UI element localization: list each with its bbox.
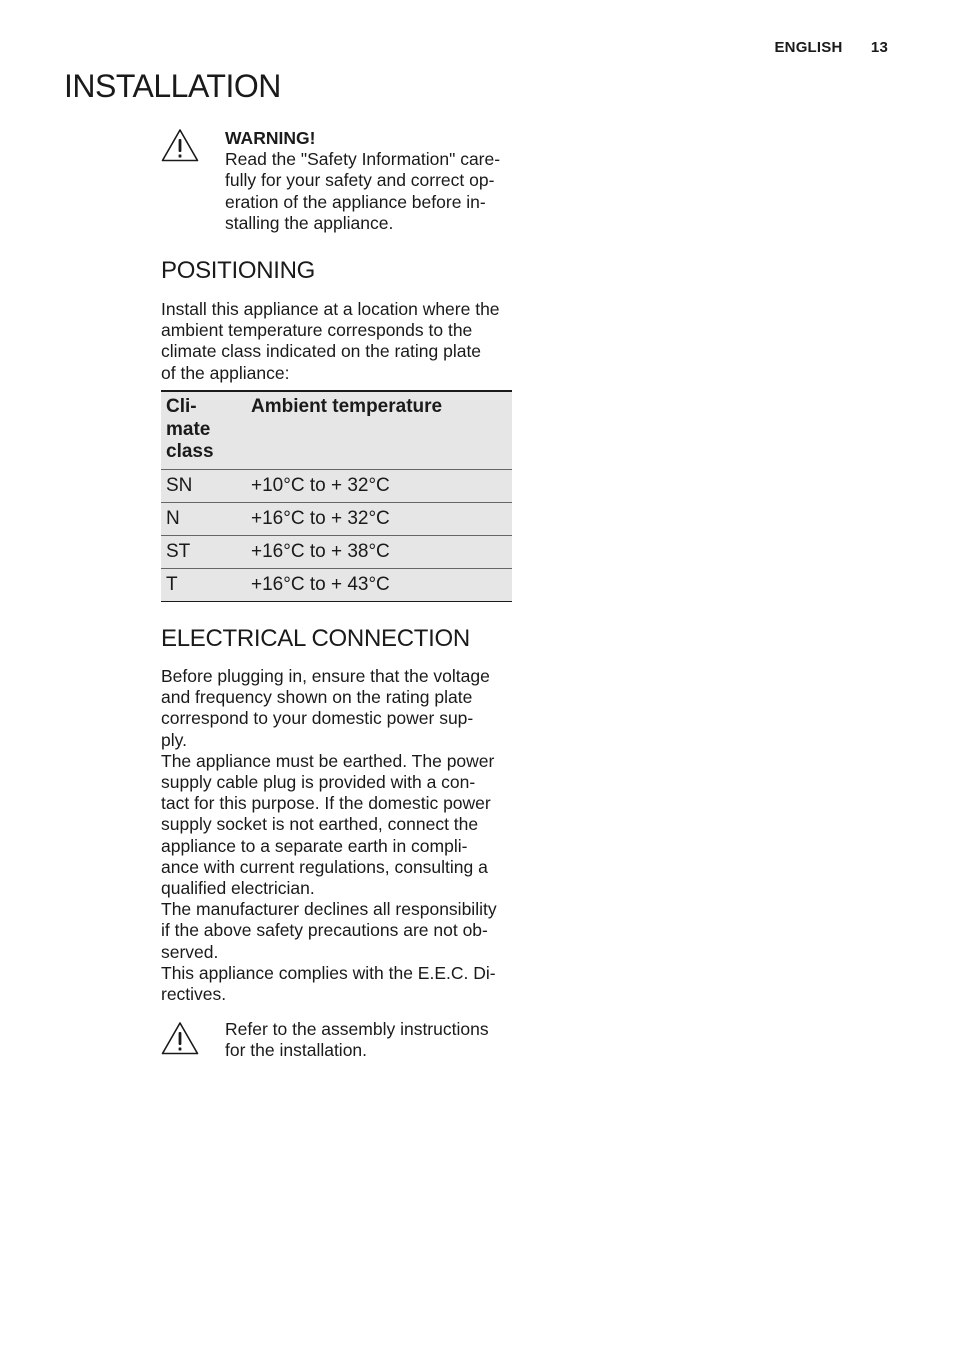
ambient-temperature-column-header xyxy=(246,391,512,470)
page-header xyxy=(774,39,888,56)
electrical-line: correspond to your domestic power sup- xyxy=(161,708,474,729)
climate-class-table xyxy=(161,390,512,602)
electrical-paragraph xyxy=(161,666,513,1005)
electrical-line: rectives. xyxy=(161,984,227,1005)
positioning-line: ambient temperature corresponds to the xyxy=(161,320,473,341)
electrical-line: appliance to a separate earth in compli- xyxy=(161,835,468,856)
electrical-line: supply cable plug is provided with a con- xyxy=(161,772,476,793)
electrical-line: qualified electrician. xyxy=(161,878,315,899)
table-row xyxy=(161,503,512,536)
table-row xyxy=(161,569,512,602)
positioning-line: of the appliance: xyxy=(161,362,290,383)
electrical-line: supply socket is not earthed, connect the xyxy=(161,814,479,835)
positioning-heading: POSITIONING xyxy=(161,257,316,284)
warning-triangle-icon xyxy=(161,1021,199,1055)
header-line: mate xyxy=(166,418,211,440)
warning-line: eration of the appliance before in- xyxy=(225,191,486,212)
electrical-line: This appliance complies with the E.E.C. Di- xyxy=(161,962,496,983)
table-row xyxy=(161,536,512,569)
note-line: for the installation. xyxy=(225,1040,368,1061)
warning-line: stalling the appliance. xyxy=(225,212,394,233)
electrical-line: tact for this purpose. If the domestic power xyxy=(161,793,491,814)
electrical-line: Before plugging in, ensure that the voltage xyxy=(161,666,490,686)
electrical-line: if the above safety precautions are not ob- xyxy=(161,920,488,941)
climate-class-cell: ST xyxy=(161,536,246,569)
table-header-row xyxy=(161,391,512,470)
electrical-line: served. xyxy=(161,941,219,962)
header-line: class xyxy=(166,441,214,462)
warning-line: fully for your safety and correct op- xyxy=(225,170,495,191)
page-title: INSTALLATION xyxy=(64,68,281,104)
climate-class-cell: T xyxy=(161,569,246,602)
header-line: Ambient temperature xyxy=(251,396,443,417)
positioning-line: Install this appliance at a location where the xyxy=(161,299,500,319)
climate-class-column-header xyxy=(161,391,246,470)
header-line: Cli- xyxy=(166,396,197,417)
electrical-line: The manufacturer declines all responsibility xyxy=(161,899,497,920)
electrical-line: ance with current regulations, consulting a xyxy=(161,856,488,877)
temperature-cell: +10°C to + 32°C xyxy=(246,470,512,503)
positioning-paragraph xyxy=(161,299,513,384)
electrical-line: and frequency shown on the rating plate xyxy=(161,687,473,708)
warning-line: Read the "Safety Information" care- xyxy=(225,149,501,170)
electrical-line: The appliance must be earthed. The power xyxy=(161,750,495,771)
positioning-line: climate class indicated on the rating plate xyxy=(161,341,482,362)
climate-class-cell: N xyxy=(161,503,246,536)
climate-class-cell: SN xyxy=(161,470,246,503)
table-row xyxy=(161,470,512,503)
temperature-cell: +16°C to + 32°C xyxy=(246,503,512,536)
temperature-cell: +16°C to + 38°C xyxy=(246,536,512,569)
electrical-connection-heading: ELECTRICAL CONNECTION xyxy=(161,625,470,652)
electrical-line: ply. xyxy=(161,729,187,750)
page-number: 13 xyxy=(870,39,888,56)
warning-text xyxy=(225,128,515,234)
note-line: Refer to the assembly instructions xyxy=(225,1019,489,1039)
temperature-cell: +16°C to + 43°C xyxy=(246,569,512,602)
language-label: ENGLISH xyxy=(774,39,843,56)
assembly-note-text xyxy=(225,1019,515,1061)
warning-triangle-icon xyxy=(161,128,199,162)
warning-title: WARNING! xyxy=(225,128,316,148)
